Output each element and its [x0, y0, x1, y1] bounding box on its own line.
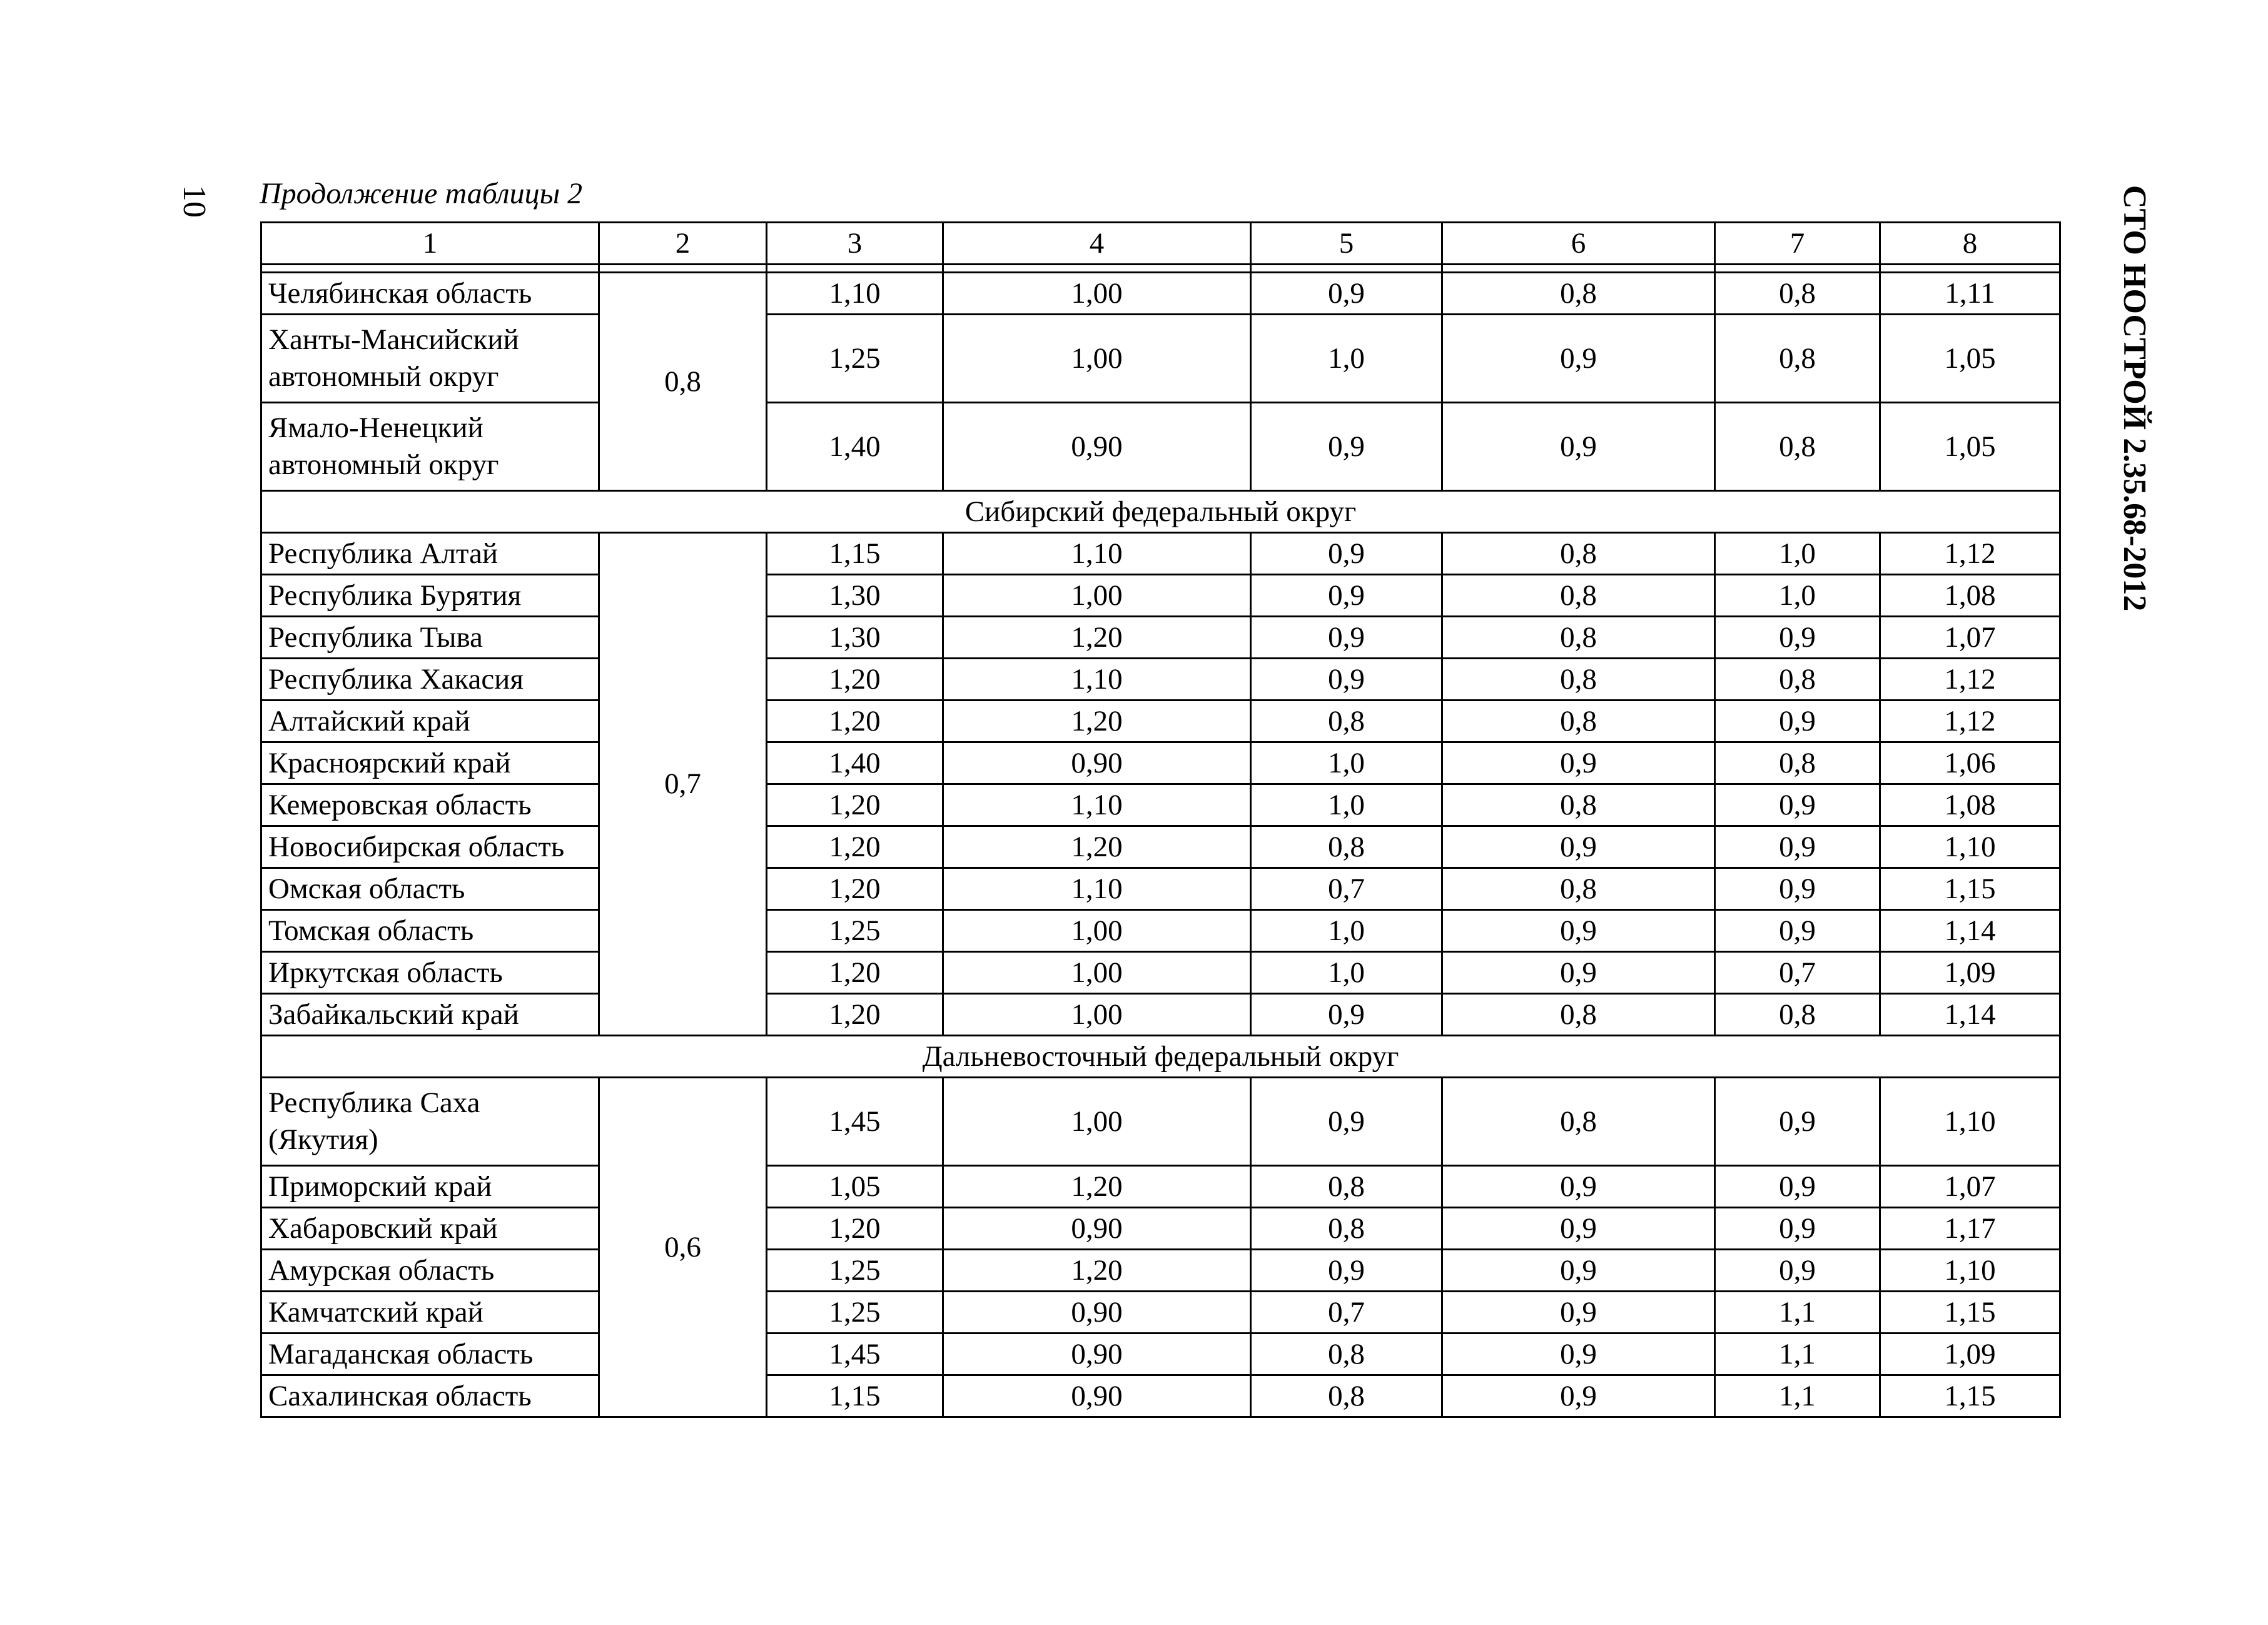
value-cell: 0,9: [1442, 1292, 1715, 1334]
value-cell: 1,07: [1880, 1166, 2060, 1208]
value-cell: 1,25: [767, 910, 943, 952]
value-cell: 1,10: [943, 533, 1251, 575]
value-cell: 0,9: [1442, 1334, 1715, 1375]
value-cell: 0,9: [1251, 1078, 1442, 1166]
value-cell: 1,10: [1880, 1250, 2060, 1292]
value-cell: 0,9: [1442, 403, 1715, 491]
value-cell: 1,09: [1880, 952, 2060, 994]
value-cell: 0,9: [1251, 273, 1442, 315]
value-cell: 1,0: [1251, 952, 1442, 994]
value-cell: 0,90: [943, 1208, 1251, 1250]
region-name: Томская область: [261, 910, 599, 952]
section-row: [261, 491, 2060, 533]
group-coefficient: 0,7: [599, 533, 767, 1036]
value-cell: 0,9: [1442, 910, 1715, 952]
value-cell: 0,9: [1715, 1250, 1880, 1292]
header-cell: 3: [767, 223, 943, 265]
value-cell: 0,9: [1442, 742, 1715, 784]
value-cell: 0,8: [1442, 575, 1715, 617]
value-cell: 0,8: [1251, 1208, 1442, 1250]
value-cell: 0,9: [1715, 784, 1880, 826]
region-name: Республика Бурятия: [261, 575, 599, 617]
value-cell: 0,8: [1442, 1078, 1715, 1166]
value-cell: 0,9: [1251, 1250, 1442, 1292]
value-cell: 1,25: [767, 1292, 943, 1334]
document-code: СТО НОСТРОЙ 2.35.68-2012: [2117, 185, 2152, 612]
value-cell: 0,9: [1715, 1208, 1880, 1250]
value-cell: 0,9: [1251, 575, 1442, 617]
value-cell: 1,05: [767, 1166, 943, 1208]
value-cell: 0,9: [1251, 659, 1442, 701]
table-caption: Продолжение таблицы 2: [260, 177, 583, 210]
value-cell: 1,00: [943, 910, 1251, 952]
value-cell: 1,20: [943, 826, 1251, 868]
value-cell: 0,8: [1442, 784, 1715, 826]
header-cell: 5: [1251, 223, 1442, 265]
group-coefficient: 0,6: [599, 1078, 767, 1417]
value-cell: 0,9: [1442, 952, 1715, 994]
value-cell: 1,0: [1251, 910, 1442, 952]
table-row: [261, 1292, 2060, 1334]
value-cell: 0,9: [1715, 701, 1880, 742]
value-cell: 1,09: [1880, 1334, 2060, 1375]
region-name: Республика Тыва: [261, 617, 599, 659]
value-cell: 1,15: [1880, 1292, 2060, 1334]
value-cell: 1,00: [943, 952, 1251, 994]
table-row: [261, 1334, 2060, 1375]
value-cell: 0,9: [1442, 1375, 1715, 1417]
region-name: Магаданская область: [261, 1334, 599, 1375]
value-cell: 1,10: [1880, 826, 2060, 868]
value-cell: 1,1: [1715, 1292, 1880, 1334]
value-cell: 1,1: [1715, 1334, 1880, 1375]
header-cell: 6: [1442, 223, 1715, 265]
value-cell: 1,0: [1251, 784, 1442, 826]
value-cell: 0,9: [1251, 994, 1442, 1036]
value-cell: 1,20: [943, 617, 1251, 659]
value-cell: 1,15: [767, 533, 943, 575]
value-cell: 0,8: [1715, 403, 1880, 491]
value-cell: 1,00: [943, 1078, 1251, 1166]
value-cell: 1,15: [1880, 1375, 2060, 1417]
table-row: [261, 701, 2060, 742]
table-row: [261, 533, 2060, 575]
table-row: [261, 403, 2060, 491]
region-name: Алтайский край: [261, 701, 599, 742]
section-title: Сибирский федеральный округ: [261, 491, 2060, 533]
value-cell: 1,20: [943, 1166, 1251, 1208]
table-row: [261, 659, 2060, 701]
value-cell: 1,14: [1880, 994, 2060, 1036]
table-row: [261, 1375, 2060, 1417]
value-cell: 1,17: [1880, 1208, 2060, 1250]
value-cell: 0,90: [943, 1292, 1251, 1334]
value-cell: 0,8: [1442, 273, 1715, 315]
header-cell: 2: [599, 223, 767, 265]
value-cell: 0,7: [1251, 868, 1442, 910]
region-name: Хабаровский край: [261, 1208, 599, 1250]
table-row: [261, 1250, 2060, 1292]
value-cell: 0,8: [1715, 659, 1880, 701]
table-body: [261, 265, 2060, 1417]
value-cell: 1,20: [943, 701, 1251, 742]
value-cell: 0,9: [1715, 617, 1880, 659]
value-cell: 0,9: [1715, 1166, 1880, 1208]
value-cell: 1,08: [1880, 575, 2060, 617]
value-cell: 0,7: [1715, 952, 1880, 994]
value-cell: 1,05: [1880, 403, 2060, 491]
value-cell: 0,8: [1442, 868, 1715, 910]
value-cell: 1,10: [943, 784, 1251, 826]
value-cell: 0,8: [1251, 701, 1442, 742]
section-row: [261, 1036, 2060, 1078]
table-row: [261, 1208, 2060, 1250]
region-name: Челябинская область: [261, 273, 599, 315]
value-cell: 1,20: [767, 784, 943, 826]
group-coefficient: 0,8: [599, 273, 767, 491]
value-cell: 1,20: [767, 1208, 943, 1250]
value-cell: 0,8: [1442, 659, 1715, 701]
region-name: Ханты-Мансийский автономный округ: [261, 315, 599, 403]
value-cell: 1,20: [767, 952, 943, 994]
value-cell: 1,40: [767, 403, 943, 491]
table-row: [261, 315, 2060, 403]
header-cell: 4: [943, 223, 1251, 265]
value-cell: 1,08: [1880, 784, 2060, 826]
value-cell: 0,9: [1442, 1208, 1715, 1250]
value-cell: 1,10: [1880, 1078, 2060, 1166]
value-cell: 0,90: [943, 403, 1251, 491]
table-row: [261, 826, 2060, 868]
header-cell: 1: [261, 223, 599, 265]
value-cell: 0,8: [1251, 1166, 1442, 1208]
region-name: Ямало-Ненецкий автономный округ: [261, 403, 599, 491]
region-name: Красноярский край: [261, 742, 599, 784]
value-cell: 1,45: [767, 1334, 943, 1375]
table-row: [261, 868, 2060, 910]
value-cell: 1,30: [767, 575, 943, 617]
section-title: Дальневосточный федеральный округ: [261, 1036, 2060, 1078]
table-row: [261, 617, 2060, 659]
value-cell: 0,9: [1442, 1250, 1715, 1292]
value-cell: 0,9: [1442, 315, 1715, 403]
region-name: Новосибирская область: [261, 826, 599, 868]
value-cell: 1,20: [767, 826, 943, 868]
value-cell: 1,1: [1715, 1375, 1880, 1417]
table-row: [261, 742, 2060, 784]
header-cell: 7: [1715, 223, 1880, 265]
table-row: [261, 784, 2060, 826]
region-name: Иркутская область: [261, 952, 599, 994]
region-name: Республика Алтай: [261, 533, 599, 575]
value-cell: 1,12: [1880, 659, 2060, 701]
value-cell: 0,9: [1251, 617, 1442, 659]
table-row: [261, 952, 2060, 994]
value-cell: 1,0: [1251, 742, 1442, 784]
value-cell: 1,0: [1251, 315, 1442, 403]
value-cell: 0,8: [1715, 742, 1880, 784]
value-cell: 1,07: [1880, 617, 2060, 659]
region-name: Амурская область: [261, 1250, 599, 1292]
value-cell: 1,20: [943, 1250, 1251, 1292]
value-cell: 1,12: [1880, 533, 2060, 575]
value-cell: 0,90: [943, 1334, 1251, 1375]
value-cell: 0,9: [1442, 826, 1715, 868]
table-row: [261, 575, 2060, 617]
region-name: Сахалинская область: [261, 1375, 599, 1417]
value-cell: 0,9: [1715, 826, 1880, 868]
value-cell: 0,8: [1715, 273, 1880, 315]
value-cell: 0,8: [1442, 701, 1715, 742]
page-number: 10: [176, 185, 212, 218]
region-name: Омская область: [261, 868, 599, 910]
value-cell: 1,25: [767, 1250, 943, 1292]
value-cell: 1,25: [767, 315, 943, 403]
header-cell: 8: [1880, 223, 2060, 265]
value-cell: 0,9: [1251, 403, 1442, 491]
value-cell: 1,15: [767, 1375, 943, 1417]
value-cell: 1,15: [1880, 868, 2060, 910]
value-cell: 1,20: [767, 994, 943, 1036]
value-cell: 1,00: [943, 273, 1251, 315]
value-cell: 0,9: [1442, 1166, 1715, 1208]
value-cell: 0,9: [1715, 868, 1880, 910]
value-cell: 1,0: [1715, 575, 1880, 617]
value-cell: 0,7: [1251, 1292, 1442, 1334]
value-cell: 0,8: [1715, 994, 1880, 1036]
value-cell: 1,40: [767, 742, 943, 784]
table-row: [261, 1166, 2060, 1208]
value-cell: 1,10: [767, 273, 943, 315]
region-name: Забайкальский край: [261, 994, 599, 1036]
region-name: Камчатский край: [261, 1292, 599, 1334]
value-cell: 0,8: [1251, 1334, 1442, 1375]
table-row: [261, 910, 2060, 952]
value-cell: 0,8: [1251, 826, 1442, 868]
value-cell: 1,12: [1880, 701, 2060, 742]
value-cell: 1,14: [1880, 910, 2060, 952]
value-cell: 0,9: [1715, 1078, 1880, 1166]
value-cell: 0,8: [1715, 315, 1880, 403]
value-cell: 0,8: [1251, 1375, 1442, 1417]
value-cell: 1,45: [767, 1078, 943, 1166]
table-row: [261, 273, 2060, 315]
value-cell: 1,0: [1715, 533, 1880, 575]
value-cell: 0,90: [943, 742, 1251, 784]
value-cell: 1,10: [943, 659, 1251, 701]
value-cell: 0,8: [1442, 617, 1715, 659]
region-name: Приморский край: [261, 1166, 599, 1208]
value-cell: 1,20: [767, 868, 943, 910]
region-name: Республика Саха (Якутия): [261, 1078, 599, 1166]
region-name: Кемеровская область: [261, 784, 599, 826]
value-cell: 1,11: [1880, 273, 2060, 315]
value-cell: 1,30: [767, 617, 943, 659]
value-cell: 0,8: [1442, 533, 1715, 575]
table-row: [261, 994, 2060, 1036]
value-cell: 1,00: [943, 994, 1251, 1036]
value-cell: 1,20: [767, 659, 943, 701]
coefficients-table: [260, 221, 2061, 1418]
value-cell: 0,9: [1251, 533, 1442, 575]
region-name: Республика Хакасия: [261, 659, 599, 701]
value-cell: 1,06: [1880, 742, 2060, 784]
value-cell: 1,05: [1880, 315, 2060, 403]
value-cell: 0,90: [943, 1375, 1251, 1417]
value-cell: 1,20: [767, 701, 943, 742]
value-cell: 0,8: [1442, 994, 1715, 1036]
value-cell: 0,9: [1715, 910, 1880, 952]
table-row: [261, 1078, 2060, 1166]
value-cell: 1,00: [943, 575, 1251, 617]
header-row: [261, 223, 2060, 265]
value-cell: 1,00: [943, 315, 1251, 403]
value-cell: 1,10: [943, 868, 1251, 910]
